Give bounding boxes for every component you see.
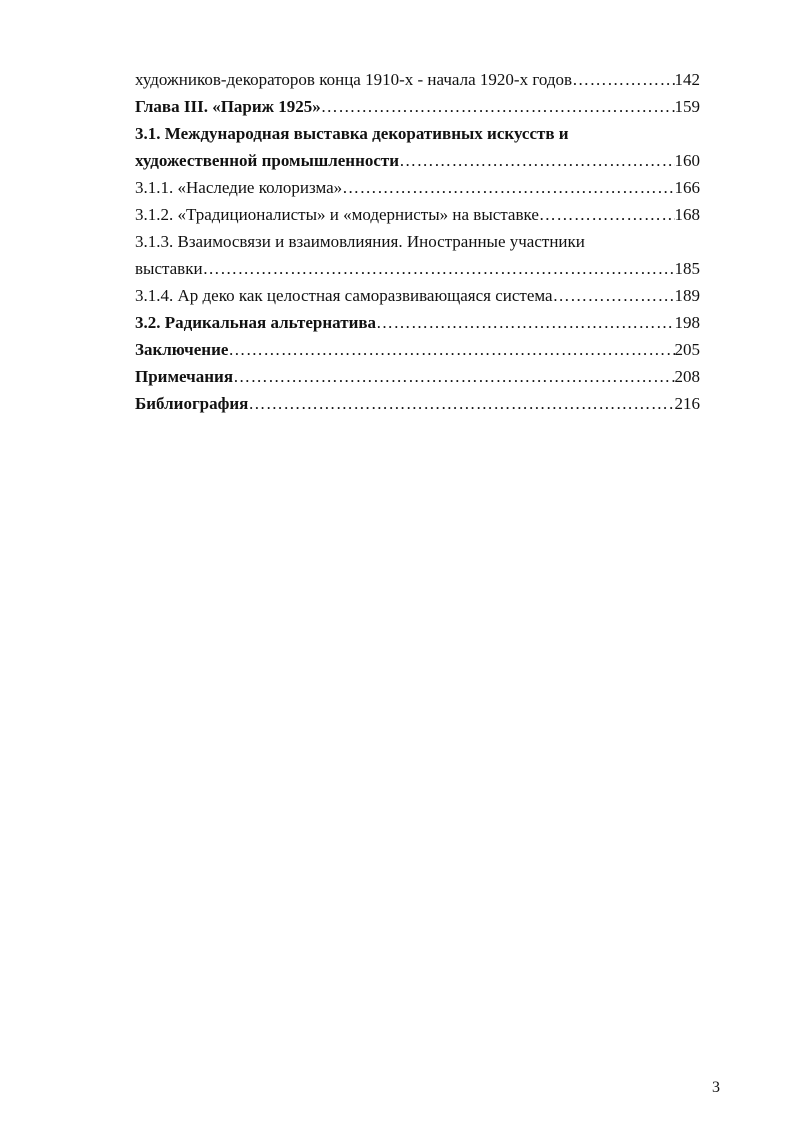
toc-entry <box>135 93 700 120</box>
toc-leader-dots <box>553 282 675 309</box>
toc-entry-page: 142 <box>674 70 700 89</box>
toc-entry-title: 3.1.3. Взаимосвязи и взаимовлияния. Иностранные участники <box>135 232 585 251</box>
toc-entry-page: 166 <box>674 178 700 197</box>
toc-entry-title: художников-декораторов конца 1910-х - начала 1920-х годов <box>135 70 573 89</box>
toc-leader-dots <box>233 363 674 390</box>
table-of-contents <box>135 66 700 417</box>
toc-entry-page: 198 <box>674 313 700 332</box>
toc-leader-dots <box>539 201 675 228</box>
toc-entry-title: Примечания <box>135 367 234 386</box>
toc-entry <box>135 201 700 228</box>
toc-leader-dots <box>321 93 675 120</box>
toc-entry-title: Библиография <box>135 394 249 413</box>
toc-entry-title: 3.1.1. «Наследие колоризма» <box>135 178 343 197</box>
toc-entry-title: выставки <box>135 259 203 278</box>
toc-entry-title: Заключение <box>135 340 229 359</box>
toc-entry-page: 185 <box>674 259 700 278</box>
toc-entry <box>135 336 700 363</box>
toc-entry <box>135 228 700 255</box>
toc-leader-dots <box>342 174 674 201</box>
toc-entry <box>135 147 700 174</box>
page-number: 3 <box>712 1079 720 1096</box>
toc-entry <box>135 390 700 417</box>
toc-entry <box>135 255 700 282</box>
toc-leader-dots <box>203 255 675 282</box>
toc-leader-dots <box>228 336 674 363</box>
toc-entry-page: 189 <box>674 286 700 305</box>
toc-leader-dots <box>572 66 674 93</box>
toc-entry-page: 159 <box>674 97 700 116</box>
toc-entry <box>135 66 700 93</box>
toc-entry-title: 3.1.2. «Традиционалисты» и «модернисты» на выставке <box>135 205 539 224</box>
toc-entry <box>135 282 700 309</box>
toc-entry-title: Глава III. «Париж 1925» <box>135 97 321 116</box>
toc-leader-dots <box>399 147 674 174</box>
toc-entry-title: 3.1.4. Ар деко как целостная саморазвивающаяся система <box>135 286 553 305</box>
toc-entry-page: 205 <box>674 340 700 359</box>
toc-entry-page: 160 <box>674 151 700 170</box>
toc-entry-title: 3.2. Радикальная альтернатива <box>135 313 377 332</box>
toc-entry <box>135 363 700 390</box>
toc-entry-page: 168 <box>674 205 700 224</box>
toc-entry <box>135 309 700 336</box>
toc-entry-page: 208 <box>674 367 700 386</box>
toc-entry-title: художественной промышленности <box>135 151 400 170</box>
toc-entry-page: 216 <box>674 394 700 413</box>
toc-entry <box>135 120 700 147</box>
toc-leader-dots <box>376 309 674 336</box>
toc-entry-title: 3.1. Международная выставка декоративных искусств и <box>135 124 569 143</box>
toc-leader-dots <box>248 390 674 417</box>
toc-entry <box>135 174 700 201</box>
